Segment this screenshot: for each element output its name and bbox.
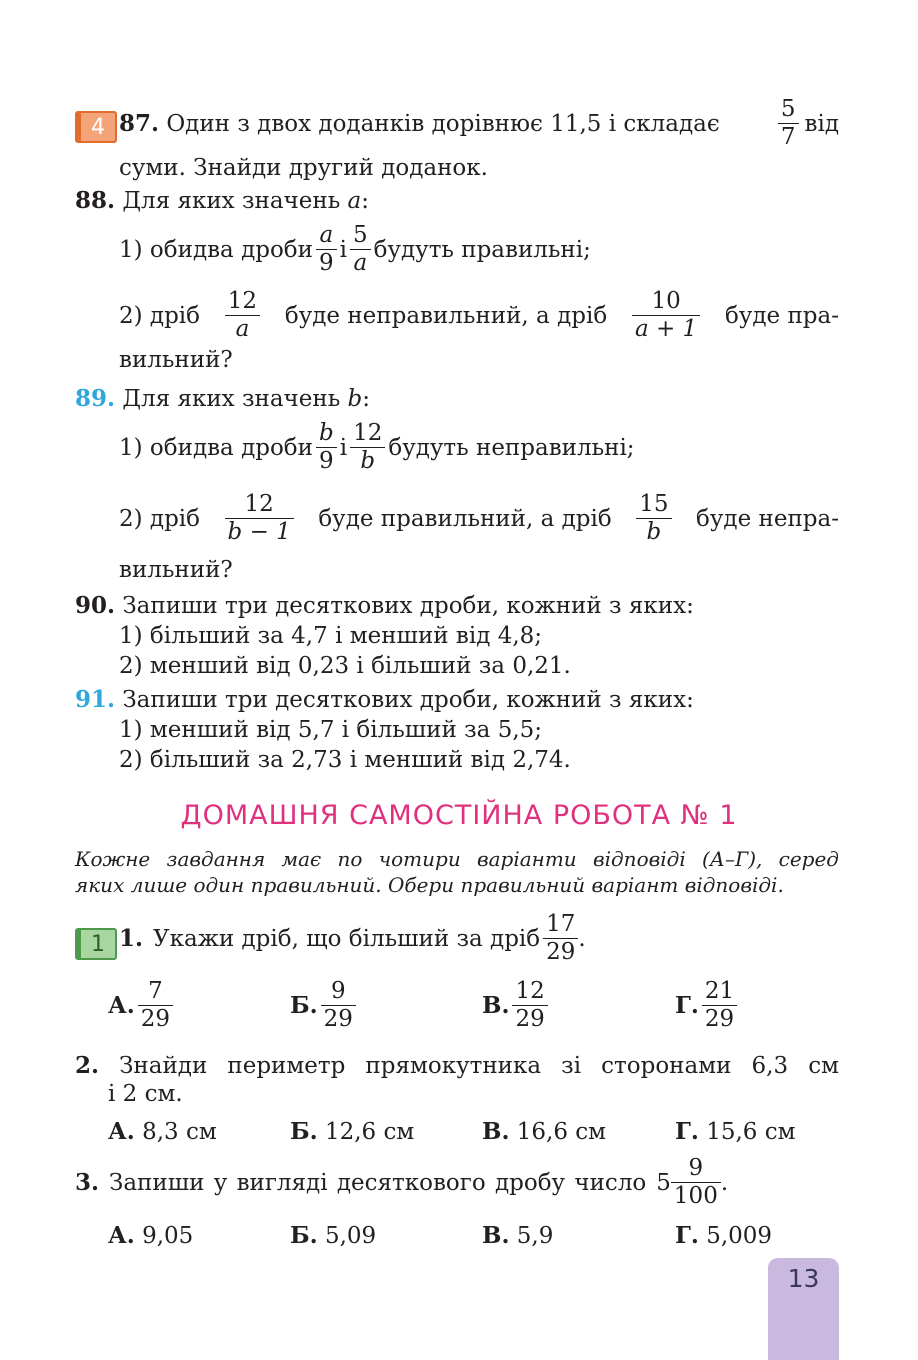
task-2-option-a: А. 8,3 см: [108, 1118, 217, 1145]
page-number: 13: [787, 1264, 820, 1293]
fraction-b-9: $\frac{b}{9}$: [316, 420, 337, 475]
variable-b: b: [347, 386, 363, 412]
task-3-option-v: В. 5,9: [482, 1222, 554, 1249]
fraction-a-9: $\frac{a}{9}$: [316, 222, 337, 277]
exercise-90: [75, 591, 694, 621]
exercise-88-part1: 1) обидва дроби $\frac{a}{9}$ і $\frac{5}{a}$ будуть правильні;: [119, 222, 591, 276]
mixed-number-whole: 5: [656, 1169, 671, 1196]
task-3-option-b: Б. 5,09: [290, 1222, 377, 1249]
exercise-90-item2: 2) менший від 0,23 і більший за 0,21.: [119, 653, 571, 679]
exercise-number: 91.: [75, 686, 116, 713]
fraction-12-b: $\frac{12}{b}$: [350, 420, 385, 475]
exercise-89-part2: 2) дріб $\frac{12}{b - 1}$ буде правильний, а дріб $\frac{15}{b}$ буде непра-: [119, 491, 839, 545]
task-2-line2: і 2 см.: [108, 1081, 183, 1107]
fraction-17-29: $\frac{17}{29}$: [543, 911, 578, 966]
exercise-text: Запиши три десяткових дроби, кожний з яких:: [122, 593, 694, 619]
exercise-text: Для яких значень: [122, 188, 341, 214]
exercise-88-part2-line2: вильний?: [119, 347, 233, 373]
exercise-number: 90.: [75, 592, 116, 619]
exercise-91-item1: 1) менший від 5,7 і більший за 5,5;: [119, 717, 543, 743]
task-1-option-g: Г. $\frac{21}{29}$: [675, 978, 740, 1033]
exercise-number: 89.: [75, 385, 116, 412]
section-heading: ДОМАШНЯ САМОСТІЙНА РОБОТА № 1: [180, 800, 738, 831]
fraction-12-a: $\frac{12}{a}$: [225, 288, 260, 343]
task-2: 2. Знайди периметр прямокутника зі сторонами 6,3 см: [75, 1052, 839, 1079]
fraction-5-a: $\frac{5}{a}$: [350, 222, 371, 277]
exercise-text-end: від: [804, 110, 839, 137]
fraction-15-b: $\frac{15}{b}$: [636, 491, 671, 546]
task-number: 1.: [119, 924, 144, 952]
exercise-text: Для яких значень: [122, 386, 341, 412]
fraction-12-b-minus-1: $\frac{12}{b - 1}$: [225, 491, 294, 546]
exercise-number: 88.: [75, 187, 116, 214]
exercise-90-item1: 1) більший за 4,7 і менший від 4,8;: [119, 623, 543, 649]
task-number: 3.: [75, 1168, 100, 1196]
task-1: 1. Укажи дріб, що більший за дріб $\frac{17}{29}$ .: [119, 911, 586, 965]
task-2-option-b: Б. 12,6 см: [290, 1118, 415, 1145]
exercise-91: [75, 685, 694, 715]
fraction-5-7: $\frac{5}{7}$: [778, 96, 799, 151]
exercise-87-line2: суми. Знайди другий доданок.: [119, 155, 488, 181]
exercise-91-item2: 2) більший за 2,73 і менший від 2,74.: [119, 747, 571, 773]
exercise-89: 89. Для яких значень b:: [75, 385, 371, 412]
exercise-number: 87.: [119, 109, 160, 137]
fraction-9-100: $\frac{9}{100}$: [671, 1155, 721, 1210]
task-1-option-v: В. $\frac{12}{29}$: [482, 978, 551, 1033]
task-1-option-b: Б. $\frac{9}{29}$: [290, 978, 359, 1033]
level-badge-4: 4: [75, 111, 117, 143]
task-number: 2.: [75, 1052, 100, 1079]
exercise-88-part2: 2) дріб $\frac{12}{a}$ буде неправильний, а дріб $\frac{10}{a + 1}$ буде пра-: [119, 288, 839, 342]
task-3: 3. Запиши у вигляді десяткового дробу число 5 $\frac{9}{100}$ .: [75, 1155, 729, 1209]
instructions-line2: яких лише один правильний. Обери правильний варіант відповіді.: [75, 873, 784, 897]
exercise-87: [119, 96, 839, 151]
task-1-option-a: А. $\frac{7}{29}$: [108, 978, 176, 1033]
task-3-option-g: Г. 5,009: [675, 1222, 773, 1249]
exercise-89-part2-line2: вильний?: [119, 557, 233, 583]
fraction-10-a-plus-1: $\frac{10}{a + 1}$: [632, 288, 700, 343]
task-2-option-g: Г. 15,6 см: [675, 1118, 796, 1145]
task-3-option-a: А. 9,05: [108, 1222, 194, 1249]
instructions-line1: Кожне завдання має по чотири варіанти відповіді (А–Г), серед: [75, 847, 839, 871]
task-text: Укажи дріб, що більший за дріб: [153, 925, 541, 952]
variable-a: a: [347, 188, 362, 214]
exercise-88: 88. Для яких значень a:: [75, 187, 369, 214]
task-text: Запиши у вигляді десяткового дробу число: [109, 1169, 647, 1196]
exercise-89-part1: 1) обидва дроби $\frac{b}{9}$ і $\frac{12}{b}$ будуть неправильні;: [119, 420, 635, 474]
task-2-option-v: В. 16,6 см: [482, 1118, 607, 1145]
level-badge-1: 1: [75, 928, 117, 960]
exercise-text: Запиши три десяткових дроби, кожний з яких:: [122, 687, 694, 713]
exercise-text: Один з двох доданків дорівнює 11,5 і складає: [166, 110, 720, 137]
